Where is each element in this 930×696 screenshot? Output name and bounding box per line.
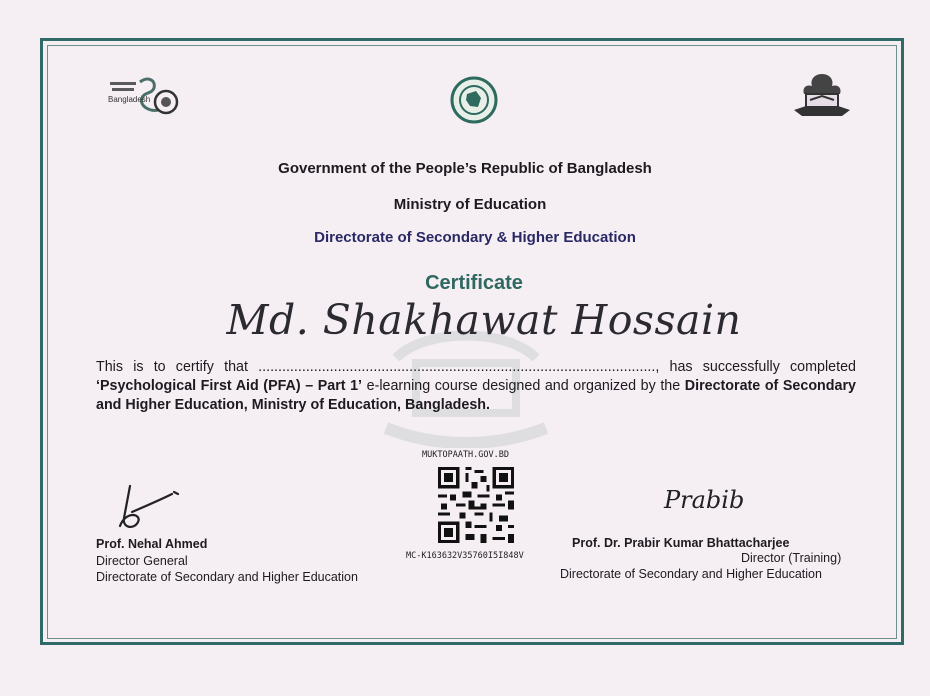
certificate-body bbox=[96, 358, 856, 415]
verification-site: MUKTOPAATH.GOV.BD bbox=[422, 450, 509, 460]
bangladesh-50-logo-icon bbox=[106, 76, 182, 120]
left-signatory-title: Director General bbox=[96, 554, 188, 568]
right-signatory-name: Prof. Dr. Prabir Kumar Bhattacharjee bbox=[572, 536, 790, 550]
left-signature-icon bbox=[112, 482, 184, 534]
right-signature: Prabib bbox=[664, 486, 745, 514]
name-dotted-line: .................................................................................................... bbox=[258, 359, 656, 375]
course-name: ‘Psychological First Aid (PFA) – Part 1’ bbox=[96, 378, 363, 394]
organizer-name: Directorate of Secondary and Higher Education, Ministry of Education, Bangladesh. bbox=[96, 378, 856, 413]
logo-caption: Bangladesh bbox=[108, 95, 151, 104]
left-signatory-office: Directorate of Secondary and Higher Education bbox=[96, 570, 358, 584]
certify-intro: This is to certify that bbox=[96, 359, 248, 375]
qr-code-icon[interactable] bbox=[438, 467, 514, 543]
designed-text: e-learning course designed and organized by the bbox=[362, 378, 685, 394]
certificate-title: Certificate bbox=[425, 272, 523, 294]
right-signatory-title: Director (Training) bbox=[741, 551, 842, 565]
government-heading: Government of the People’s Republic of Bangladesh bbox=[278, 160, 652, 177]
ministry-heading: Ministry of Education bbox=[393, 196, 547, 213]
directorate-heading: Directorate of Secondary & Higher Education bbox=[314, 229, 636, 246]
recipient-name: Md. Shakhawat Hossain bbox=[226, 296, 742, 344]
left-signatory-name: Prof. Nehal Ahmed bbox=[96, 537, 208, 551]
after-name: , has bbox=[655, 359, 693, 375]
verification-code: MC-K163632V35760I5I848V bbox=[406, 551, 524, 561]
right-signatory-office: Directorate of Secondary and Higher Education bbox=[560, 567, 822, 581]
education-emblem-icon bbox=[792, 70, 852, 122]
government-seal-icon bbox=[450, 76, 498, 124]
completed-text: successfully completed bbox=[702, 359, 856, 375]
